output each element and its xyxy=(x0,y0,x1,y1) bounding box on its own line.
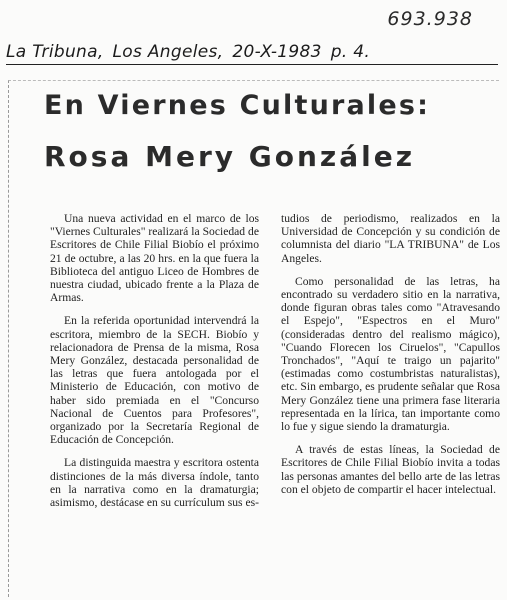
paragraph: En la referida oportunidad intervendrá la escritora, miembro de la SECH. Biobío y relacionadora de Prensa de la misma, Rosa Mery González, destacada personalidad de las letras que fuera antologada por el Ministerio de Educación, con motivo de haber sido premiada en el "Concurso Nacional de Cuentos para Profesores", organizado por la Secretaría Regional de Educación de Concepción. xyxy=(50,314,259,447)
headline-line-1: En Viernes Culturales: xyxy=(44,90,431,121)
source-page: p. 4. xyxy=(330,42,371,62)
paragraph: Una nueva actividad en el marco de los "Viernes Culturales" realizará la Sociedad de Escritores de Chile Filial Biobío el próximo 21 de octubre, a las 20 hrs. en la que fuera la Biblioteca del antiguo Liceo de Hombres de nuestra ciudad, ubicado frente a la Plaza de Armas. xyxy=(50,212,259,305)
paragraph-continued: tudios de periodismo, realizados en la Universidad de Concepción y su condición de columnista del diario "LA TRIBUNA" de Los Angeles. xyxy=(281,212,500,265)
paragraph: Como personalidad de las letras, ha encontrado su verdadero sitio en la narrativa, donde figuran obras tales como "Atravesando el Espejo", "Espectros en el Muro" (consideradas dentro del realismo mágico), "Cuando Florecen los Ciruelos", "Capullos Tronchados", "Aquí te traigo un pajarito" (estimadas como costumbristas naturalistas), etc. Sin embargo, es prudente señalar que Rosa Mery González tiene una primera fase literaria representada en la lírica, tan importante como lo fue y sigue siendo la dramaturgia. xyxy=(281,274,500,434)
paragraph: La distinguida maestra y escritora ostenta distinciones de la más diversa índole, tanto en la narrativa como en la dramaturgia; asimismo, destácase en su currículum sus es- xyxy=(50,456,259,510)
source-citation xyxy=(6,42,498,65)
source-date: 20-X-1983 xyxy=(232,42,322,62)
headline-line-2: Rosa Mery González xyxy=(44,140,415,173)
source-city: Los Angeles, xyxy=(112,42,224,62)
catalog-number: 693.938 xyxy=(387,8,473,30)
source-newspaper: La Tribuna, xyxy=(6,42,104,62)
paragraph: A través de estas líneas, la Sociedad de Escritores de Chile Filial Biobío invita a todas las personas amantes del bello arte de las letras con el objeto de compartir el hacer intelectual. xyxy=(281,443,500,496)
article-column-right xyxy=(281,212,500,506)
article-column-left xyxy=(50,212,259,519)
